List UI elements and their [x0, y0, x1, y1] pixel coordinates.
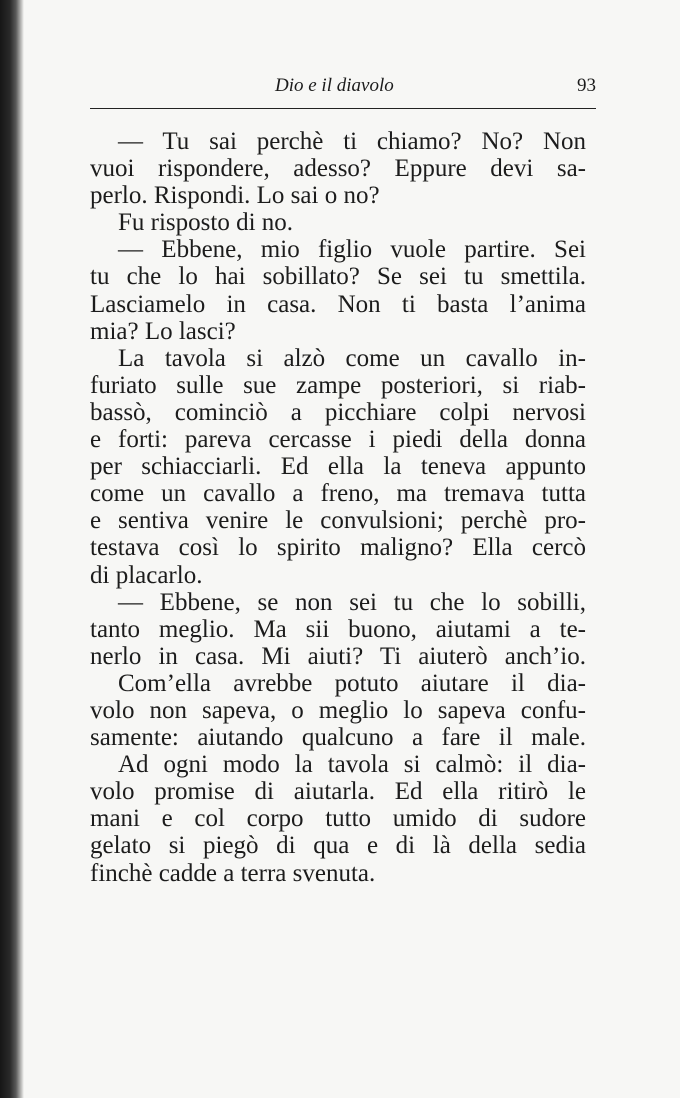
text-line: gelato si piegò di qua e di là della sedia	[90, 832, 586, 860]
text-line: — Ebbene, mio figlio vuole partire. Sei	[118, 236, 586, 264]
text-line: Fu risposto di no.	[118, 209, 294, 237]
text-line: testava così lo spirito maligno? Ella cercò	[90, 534, 586, 562]
text-line: per schiacciarli. Ed ella la teneva appunto	[90, 453, 586, 481]
text-line: nerlo in casa. Mi aiuti? Ti aiuterò anch’io.	[90, 642, 586, 670]
book-spine-shadow	[0, 0, 24, 1098]
text-line: — Tu sai perchè ti chiamo? No? Non	[118, 128, 586, 155]
text-line: samente: aiutando qualcuno a fare il male.	[90, 724, 586, 752]
text-line: — Ebbene, se non sei tu che lo sobilli,	[118, 588, 586, 616]
text-line: perlo. Rispondi. Lo sai o no?	[90, 182, 380, 210]
text-line: di placarlo.	[90, 561, 203, 589]
text-line: e forti: pareva cercasse i piedi della donna	[90, 426, 586, 454]
text-line: La tavola si alzò come un cavallo in-	[118, 344, 586, 372]
text-line: Lasciamelo in casa. Non ti basta l’anima	[90, 290, 586, 318]
text-line: furiato sulle sue zampe posteriori, si riab-	[90, 371, 586, 399]
text-line: volo non sapeva, o meglio lo sapeva confu-	[90, 696, 586, 724]
text-line: bassò, cominciò a picchiare colpi nervosi	[90, 398, 586, 426]
text-line: come un cavallo a freno, ma tremava tutta	[90, 480, 586, 508]
text-line: mia? Lo lasci?	[90, 317, 236, 345]
page-header	[90, 75, 596, 99]
running-title: Dio e il diavolo	[275, 75, 394, 96]
body-text	[90, 128, 586, 887]
page-number: 93	[577, 75, 596, 96]
header-rule	[90, 108, 596, 109]
text-line: vuoi rispondere, adesso? Eppure devi sa-	[90, 155, 586, 183]
text-line: Ad ogni modo la tavola si calmò: il dia-	[118, 751, 586, 779]
text-line: tu che lo hai sobillato? Se sei tu smettila.	[90, 263, 586, 291]
text-line: finchè cadde a terra svenuta.	[90, 859, 376, 887]
text-line: mani e col corpo tutto umido di sudore	[90, 805, 586, 833]
text-line: volo promise di aiutarla. Ed ella ritirò le	[90, 778, 586, 806]
text-line: Com’ella avrebbe potuto aiutare il dia-	[118, 669, 586, 697]
text-line: e sentiva venire le convulsioni; perchè pro-	[90, 507, 586, 535]
text-line: tanto meglio. Ma sii buono, aiutami a te-	[90, 615, 586, 643]
